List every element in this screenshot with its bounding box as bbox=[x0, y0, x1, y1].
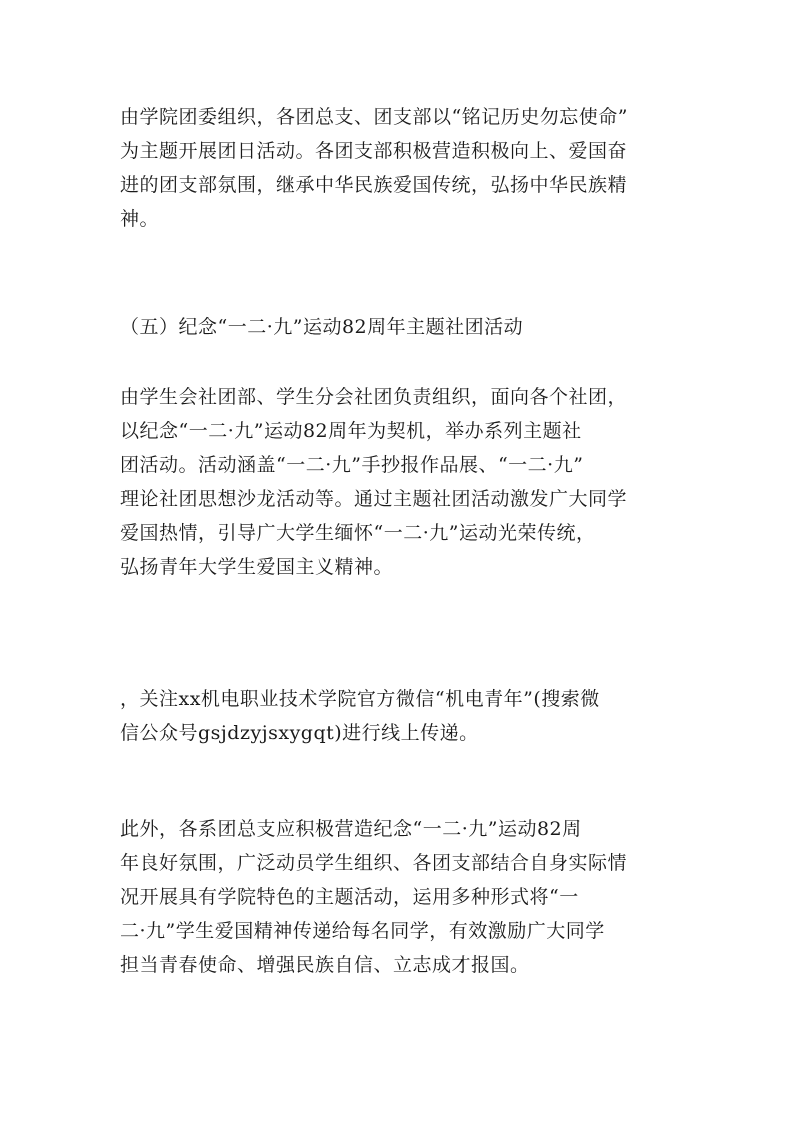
text-line: 神。 bbox=[120, 208, 160, 230]
text-line: 进的团支部氛围，继承中华民族爱国传统，弘扬中华民族精 bbox=[120, 174, 628, 196]
text-line: 理论社团思想沙龙活动等。通过主题社团活动激发广大同学 bbox=[120, 488, 628, 510]
text-line: 由学院团委组织，各团总支、团支部以“铭记历史勿忘使命” bbox=[120, 106, 628, 128]
text-line: 担当青春使命、增强民族自信、立志成才报国。 bbox=[120, 954, 530, 976]
paragraph-department-activity bbox=[120, 812, 680, 982]
text-line: 此外，各系团总支应积极营造纪念“一二·九”运动82周 bbox=[120, 818, 582, 840]
text-line: 团活动。活动涵盖“一二·九”手抄报作品展、“一二·九” bbox=[120, 454, 584, 476]
text-line: 信公众号gsjdzyjsxygqt)进行线上传递。 bbox=[120, 722, 479, 744]
text-line: 为主题开展团日活动。各团支部积极营造积极向上、爱国奋 bbox=[120, 140, 628, 162]
text-line: 由学生会社团部、学生分会社团负责组织，面向各个社团， bbox=[120, 386, 628, 408]
text-line: 况开展具有学院特色的主题活动，运用多种形式将“一 bbox=[120, 886, 579, 908]
text-line: 弘扬青年大学生爱国主义精神。 bbox=[120, 556, 394, 578]
text-line: 爱国热情，引导广大学生缅怀“一二·九”运动光荣传统， bbox=[120, 522, 596, 544]
paragraph-wechat-notice bbox=[120, 682, 680, 750]
paragraph-tuanri-activity bbox=[120, 100, 680, 236]
text-line: 以纪念“一二·九”运动82周年为契机，举办系列主题社 bbox=[120, 420, 582, 442]
heading-line: （五）纪念“一二·九”运动82周年主题社团活动 bbox=[120, 316, 524, 338]
text-line: 年良好氛围，广泛动员学生组织、各团支部结合自身实际情 bbox=[120, 852, 628, 874]
paragraph-club-activity bbox=[120, 380, 680, 584]
text-line: ，关注xx机电职业技术学院官方微信“机电青年”(搜索微 bbox=[120, 688, 600, 710]
section-heading bbox=[120, 310, 680, 344]
text-line: 二·九”学生爱国精神传递给每名同学，有效激励广大同学 bbox=[120, 920, 605, 942]
